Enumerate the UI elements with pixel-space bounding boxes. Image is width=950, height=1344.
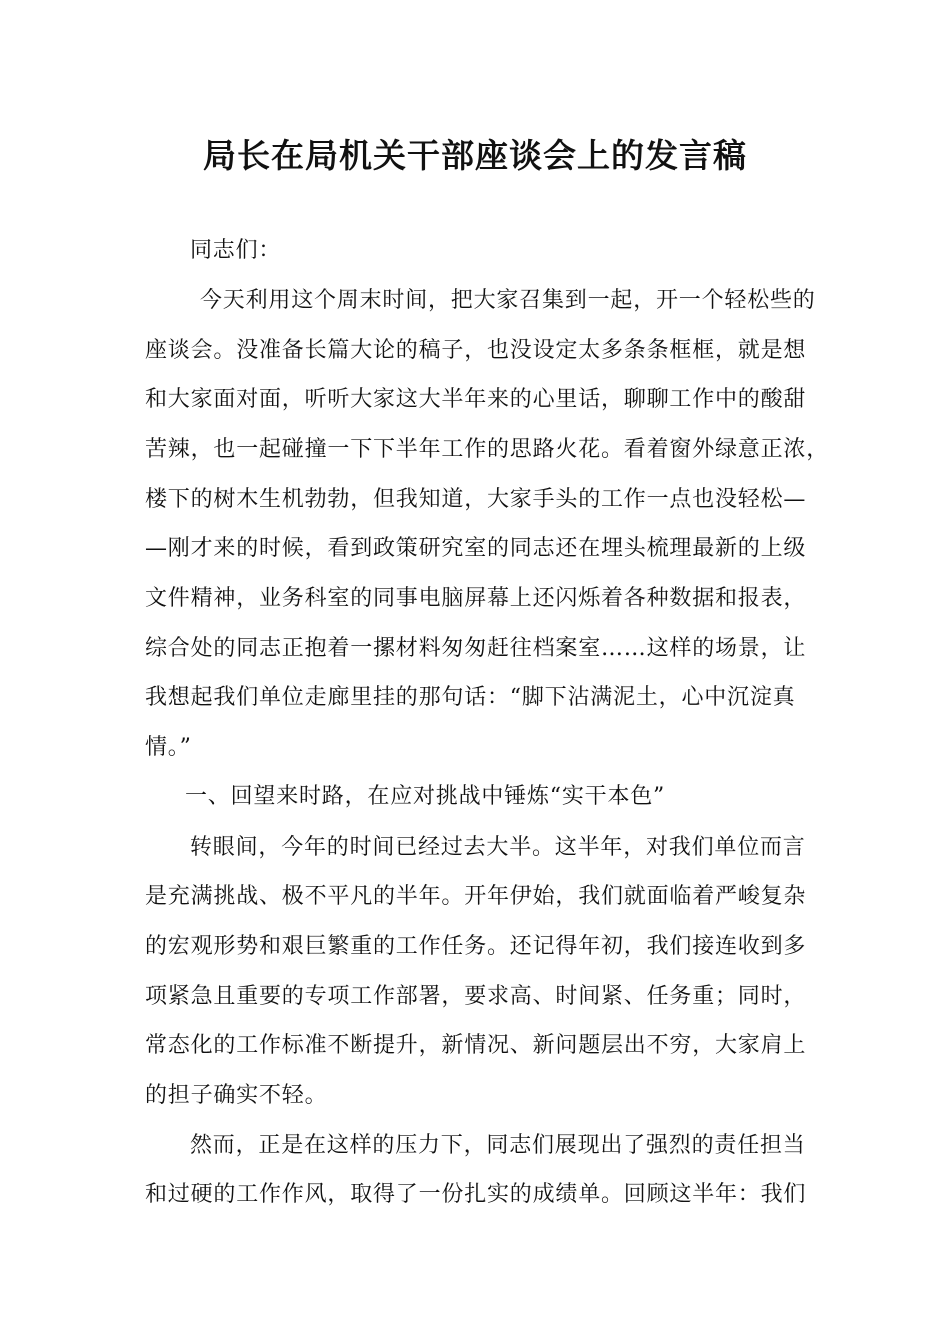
paragraph-line: 情。” bbox=[145, 735, 192, 760]
paragraph-line: 综合处的同志正抱着一摞材料匆匆赶往档案室……这样的场景，让 bbox=[145, 636, 807, 661]
paragraph-line: 然而，正是在这样的压力下，同志们展现出了强烈的责任担当 bbox=[190, 1133, 806, 1158]
paragraph-line: 苦辣，也一起碰撞一下下半年工作的思路火花。看着窗外绿意正浓， bbox=[145, 437, 830, 462]
paragraph-line: 的担子确实不轻。 bbox=[145, 1083, 328, 1108]
paragraph-line: 文件精神，业务科室的同事电脑屏幕上还闪烁着各种数据和报表， bbox=[145, 586, 807, 611]
paragraph-line: 常态化的工作标准不断提升，新情况、新问题层出不穷，大家肩上 bbox=[145, 1033, 807, 1058]
paragraph-line: 转眼间，今年的时间已经过去大半。这半年，对我们单位而言 bbox=[190, 835, 806, 860]
salutation: 同志们： bbox=[190, 238, 282, 263]
document-title: 局长在局机关干部座谈会上的发言稿 bbox=[203, 136, 747, 175]
paragraph-line: 和过硬的工作作风，取得了一份扎实的成绩单。回顾这半年：我们 bbox=[145, 1182, 807, 1207]
paragraph-line: 今天利用这个周末时间，把大家召集到一起，开一个轻松些的 bbox=[200, 288, 816, 313]
paragraph-line: 楼下的树木生机勃勃，但我知道，大家手头的工作一点也没轻松— bbox=[145, 487, 807, 512]
paragraph-line: 和大家面对面，听听大家这大半年来的心里话，聊聊工作中的酸甜 bbox=[145, 387, 807, 412]
paragraph-line: 的宏观形势和艰巨繁重的工作任务。还记得年初，我们接连收到多 bbox=[145, 934, 807, 959]
section-heading: 一、回望来时路，在应对挑战中锤炼“实干本色” bbox=[185, 784, 666, 809]
paragraph-line: 座谈会。没准备长篇大论的稿子，也没设定太多条条框框，就是想 bbox=[145, 338, 807, 363]
paragraph-line: —刚才来的时候，看到政策研究室的同志还在埋头梳理最新的上级 bbox=[145, 536, 807, 561]
paragraph-line: 是充满挑战、极不平凡的半年。开年伊始，我们就面临着严峻复杂 bbox=[145, 884, 807, 909]
paragraph-line: 我想起我们单位走廊里挂的那句话：“脚下沾满泥土，心中沉淀真 bbox=[145, 685, 796, 710]
paragraph-line: 项紧急且重要的专项工作部署，要求高、时间紧、任务重；同时， bbox=[145, 984, 807, 1009]
